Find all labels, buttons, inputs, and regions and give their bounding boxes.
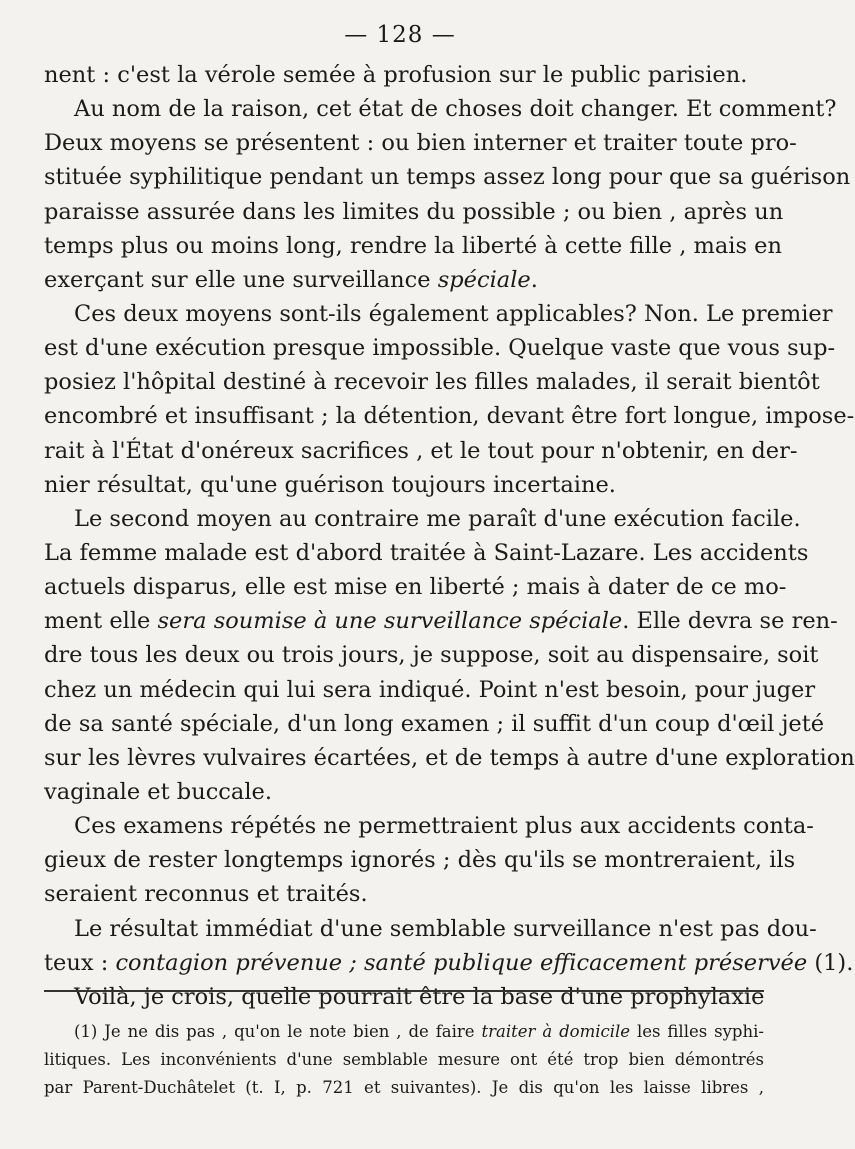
text-segment: exerçant sur elle une surveillance: [44, 266, 438, 293]
text-line: [44, 126, 797, 160]
footnote-line: [44, 1074, 764, 1102]
text-line: [44, 468, 764, 502]
text-line: [44, 297, 833, 331]
text-line: [44, 877, 764, 911]
text-segment: Le second moyen au contraire me paraît d'une exécution facile.: [74, 505, 801, 532]
text-line: [44, 331, 836, 365]
text-segment: rait à l'État d'onéreux sacrifices , et le tout pour n'obtenir, en der-: [44, 437, 798, 464]
text-segment: teux :: [44, 949, 116, 976]
text-segment: .: [530, 266, 538, 293]
text-segment: encombré et insuffisant ; la détention, devant être fort longue, impose-: [44, 403, 855, 430]
text-segment: nier résultat, qu'une guérison toujours incertaine.: [44, 471, 616, 498]
text-line: [44, 58, 764, 92]
text-line: [44, 809, 814, 843]
text-segment: Le résultat immédiat d'une semblable surveillance n'est pas dou-: [74, 915, 817, 942]
footnotes: [44, 1018, 764, 1102]
text-segment: paraisse assurée dans les limites du possible ; ou bien , après un: [44, 198, 784, 225]
text-segment: stituée syphilitique pendant un temps assez long pour que sa guérison: [44, 164, 851, 191]
text-segment: sur les lèvres vulvaires écartées, et de temps à autre d'une exploration: [44, 744, 855, 771]
text-segment: est d'une exécution presque impossible. Quelque vaste que vous sup-: [44, 335, 836, 362]
italic-text: spéciale: [437, 266, 531, 293]
page-number: — 128 —: [344, 22, 456, 48]
text-line: [44, 92, 837, 126]
text-segment: La femme malade est d'abord traitée à Saint-Lazare. Les accidents: [44, 539, 809, 566]
text-line: [44, 434, 798, 468]
text-segment: litiques. Les inconvénients d'une semblable mesure ont été trop bien démontrés: [44, 1050, 764, 1069]
text-line: [44, 604, 838, 638]
italic-text: sera soumise à une surveillance spéciale: [157, 608, 623, 635]
italic-text: contagion prévenue ; santé publique efficacement préservée: [115, 949, 808, 976]
text-segment: gieux de rester longtemps ignorés ; dès qu'ils se montreraient, ils: [44, 847, 796, 874]
footnote-line: [44, 1018, 764, 1046]
italic-text: traiter à domicile: [481, 1022, 631, 1041]
text-segment: Ces examens répétés ne permettraient plus aux accidents conta-: [74, 813, 814, 840]
text-segment: ment elle: [44, 608, 158, 635]
text-line: [44, 775, 764, 809]
text-line: [44, 399, 855, 433]
text-line: [44, 502, 801, 536]
text-line: [44, 536, 809, 570]
text-segment: (1).: [807, 949, 854, 976]
text-segment: Deux moyens se présentent : ou bien interner et traiter toute pro-: [44, 130, 797, 157]
text-line: [44, 263, 764, 297]
text-line: [44, 673, 816, 707]
text-segment: de sa santé spéciale, d'un long examen ; il suffit d'un coup d'œil jeté: [44, 710, 825, 737]
text-line: [44, 570, 787, 604]
text-segment: temps plus ou moins long, rendre la liberté à cette fille , mais en: [44, 232, 782, 259]
text-segment: Au nom de la raison, cet état de choses doit changer. Et comment?: [74, 96, 837, 123]
text-segment: . Elle devra se ren-: [622, 608, 838, 635]
text-segment: chez un médecin qui lui sera indiqué. Point n'est besoin, pour juger: [44, 676, 816, 703]
footnote-divider: [44, 990, 764, 992]
text-line: [44, 912, 817, 946]
text-line: [44, 741, 855, 775]
text-segment: par Parent-Duchâtelet (t. I, p. 721 et suivantes). Je dis qu'on les laisse libres ,: [44, 1078, 764, 1097]
text-line: [44, 707, 825, 741]
text-segment: actuels disparus, elle est mise en liberté ; mais à dater de ce mo-: [44, 574, 787, 601]
text-line: [44, 195, 784, 229]
text-line: [44, 638, 819, 672]
text-segment: dre tous les deux ou trois jours, je suppose, soit au dispensaire, soit: [44, 642, 819, 669]
text-line: [44, 365, 820, 399]
text-line: [44, 980, 764, 1014]
body-text: [44, 58, 855, 1014]
text-segment: les filles syphi-: [630, 1022, 764, 1041]
text-segment: nent : c'est la vérole semée à profusion sur le public parisien.: [44, 62, 748, 88]
text-segment: vaginale et buccale.: [44, 778, 272, 805]
text-line: [44, 946, 854, 980]
footnote-line: [44, 1046, 764, 1074]
text-segment: Voilà, je crois, quelle pourrait être la base d'une prophylaxie: [74, 983, 765, 1010]
text-line: [44, 229, 782, 263]
text-segment: seraient reconnus et traités.: [44, 881, 368, 908]
text-segment: Ces deux moyens sont-ils également applicables? Non. Le premier: [74, 300, 833, 327]
text-line: [44, 160, 851, 194]
text-segment: (1) Je ne dis pas , qu'on le note bien , de faire: [74, 1022, 482, 1041]
text-line: [44, 843, 796, 877]
text-segment: posiez l'hôpital destiné à recevoir les filles malades, il serait bientôt: [44, 369, 820, 396]
